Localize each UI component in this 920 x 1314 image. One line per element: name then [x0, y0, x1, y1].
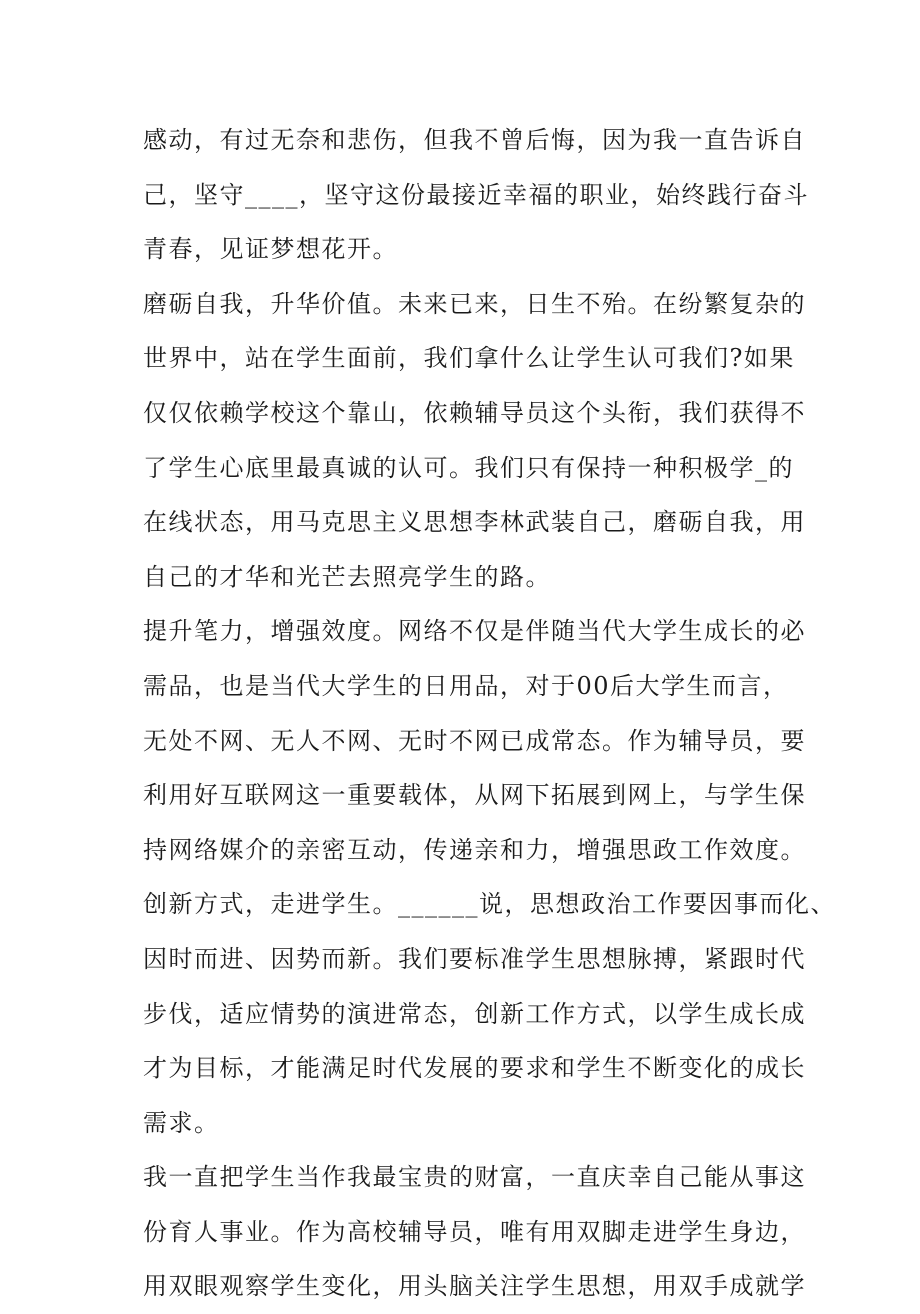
text-line: 磨砺自我，升华价值。未来已来，日生不殆。在纷繁复杂的 — [143, 289, 806, 318]
text-line: 我一直把学生当作我最宝贵的财富，一直庆幸自己能从事这 — [143, 1163, 806, 1192]
text-line: 利用好互联网这一重要载体，从网下拓展到网上，与学生保 — [143, 781, 806, 810]
text-line: 创新方式，走进学生。______说，思想政治工作要因事而化、 — [143, 890, 836, 919]
text-line: 需品，也是当代大学生的日用品，对于00后大学生而言， — [143, 671, 789, 700]
text-line: 自己的才华和光芒去照亮学生的路。 — [143, 562, 551, 591]
text-line: 份育人事业。作为高校辅导员，唯有用双脚走进学生身边， — [143, 1217, 806, 1246]
text-line: 青春，见证梦想花开。 — [143, 235, 398, 264]
document-body — [143, 113, 836, 1314]
text-line: 在线状态，用马克思主义思想李林武装自己，磨砺自我，用 — [143, 508, 806, 537]
text-line: 用双眼观察学生变化，用头脑关注学生思想，用双手成就学 — [143, 1272, 806, 1301]
text-line: 无处不网、无人不网、无时不网已成常态。作为辅导员，要 — [143, 726, 806, 755]
text-line: 了学生心底里最真诚的认可。我们只有保持一种积极学_的 — [143, 453, 794, 482]
text-line: 因时而进、因势而新。我们要标准学生思想脉搏，紧跟时代 — [143, 944, 806, 973]
text-line: 己，坚守____，坚守这份最接近幸福的职业，始终践行奋斗 — [143, 180, 809, 209]
text-line: 步伐，适应情势的演进常态，创新工作方式，以学生成长成 — [143, 999, 806, 1028]
text-line: 才为目标，才能满足时代发展的要求和学生不断变化的成长 — [143, 1054, 806, 1083]
text-line: 感动，有过无奈和悲伤，但我不曾后悔，因为我一直告诉自 — [143, 126, 806, 154]
text-line: 提升笔力，增强效度。网络不仅是伴随当代大学生成长的必 — [143, 617, 806, 646]
text-line: 世界中，站在学生面前，我们拿什么让学生认可我们?如果 — [143, 344, 795, 373]
text-line: 持网络媒介的亲密互动，传递亲和力，增强思政工作效度。 — [143, 835, 806, 864]
text-line: 仅仅依赖学校这个靠山，依赖辅导员这个头衔，我们获得不 — [143, 398, 806, 427]
text-line: 需求。 — [143, 1108, 220, 1137]
